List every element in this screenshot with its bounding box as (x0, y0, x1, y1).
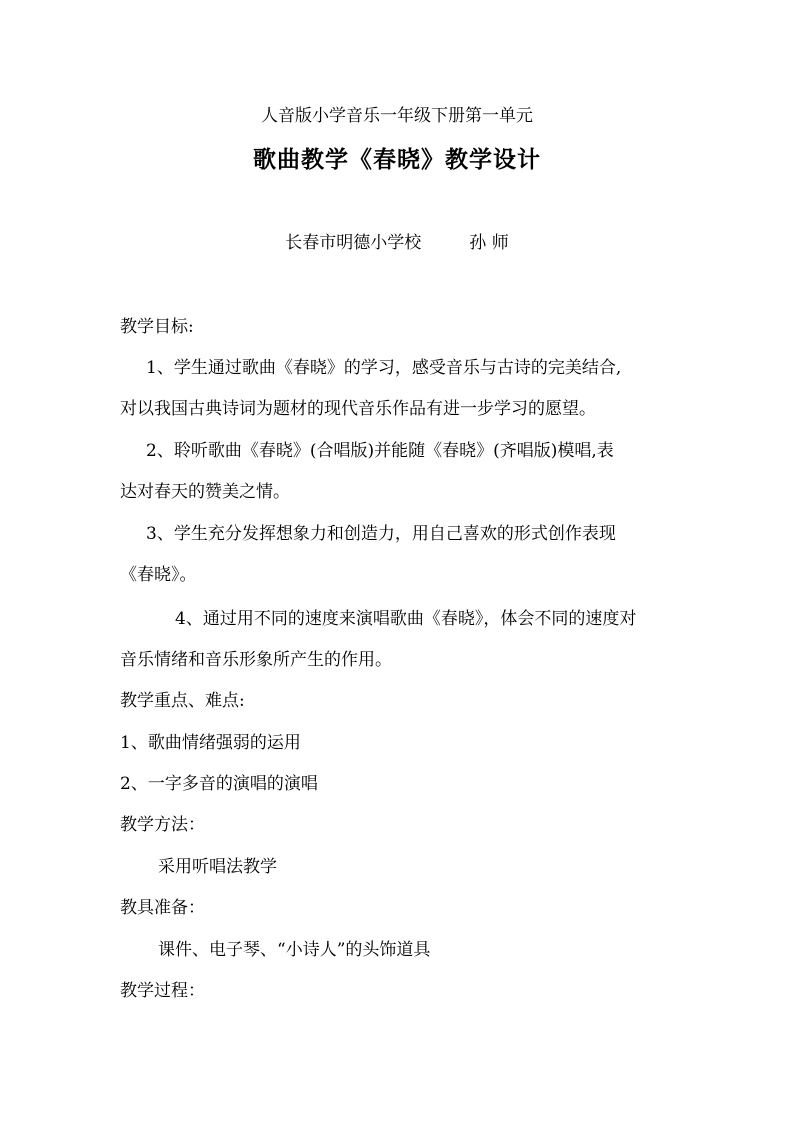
objective-2-line-2: 达对春天的赞美之情。 (120, 482, 290, 502)
process-heading: 教学过程： (120, 981, 205, 1001)
methods-text: 采用听唱法教学 (158, 857, 277, 877)
school-name: 长春市明德小学校 (285, 233, 422, 253)
key-point-1: 1、歌曲情绪强弱的运用 (120, 733, 301, 753)
methods-heading: 教学方法： (120, 815, 205, 835)
objective-3-line-2: 《春晓》。 (120, 565, 197, 585)
tools-heading: 教具准备： (120, 898, 205, 918)
document-subtitle: 人音版小学音乐一年级下册第一单元 (261, 106, 533, 126)
author-line (0, 232, 794, 254)
teacher-name: 孙 师 (469, 233, 509, 253)
objective-2-line-1: 2、聆听歌曲《春晓》(合唱版)并能随《春晓》(齐唱版)模唱,表 (146, 441, 614, 461)
key-point-2: 2、一字多音的演唱的演唱 (120, 774, 318, 794)
objective-3-line-1: 3、学生充分发挥想象力和创造力，用自己喜欢的形式创作表现 (146, 524, 616, 544)
document-title: 歌曲教学《春晓》教学设计 (253, 146, 541, 173)
tools-text: 课件、电子琴、“小诗人”的头饰道具 (158, 940, 431, 960)
objective-1-line-2: 对以我国古典诗词为题材的现代音乐作品有进一步学习的愿望。 (120, 399, 596, 419)
objective-4-line-1: 4、通过用不同的速度来演唱歌曲《春晓》，体会不同的速度对 (175, 609, 637, 629)
objective-1-line-1: 1、学生通过歌曲《春晓》的学习，感受音乐与古诗的完美结合, (146, 358, 622, 378)
objectives-heading: 教学目标: (120, 317, 194, 337)
key-points-heading: 教学重点、难点: (120, 691, 245, 711)
objective-4-line-2: 音乐情绪和音乐形象所产生的作用。 (120, 650, 392, 670)
